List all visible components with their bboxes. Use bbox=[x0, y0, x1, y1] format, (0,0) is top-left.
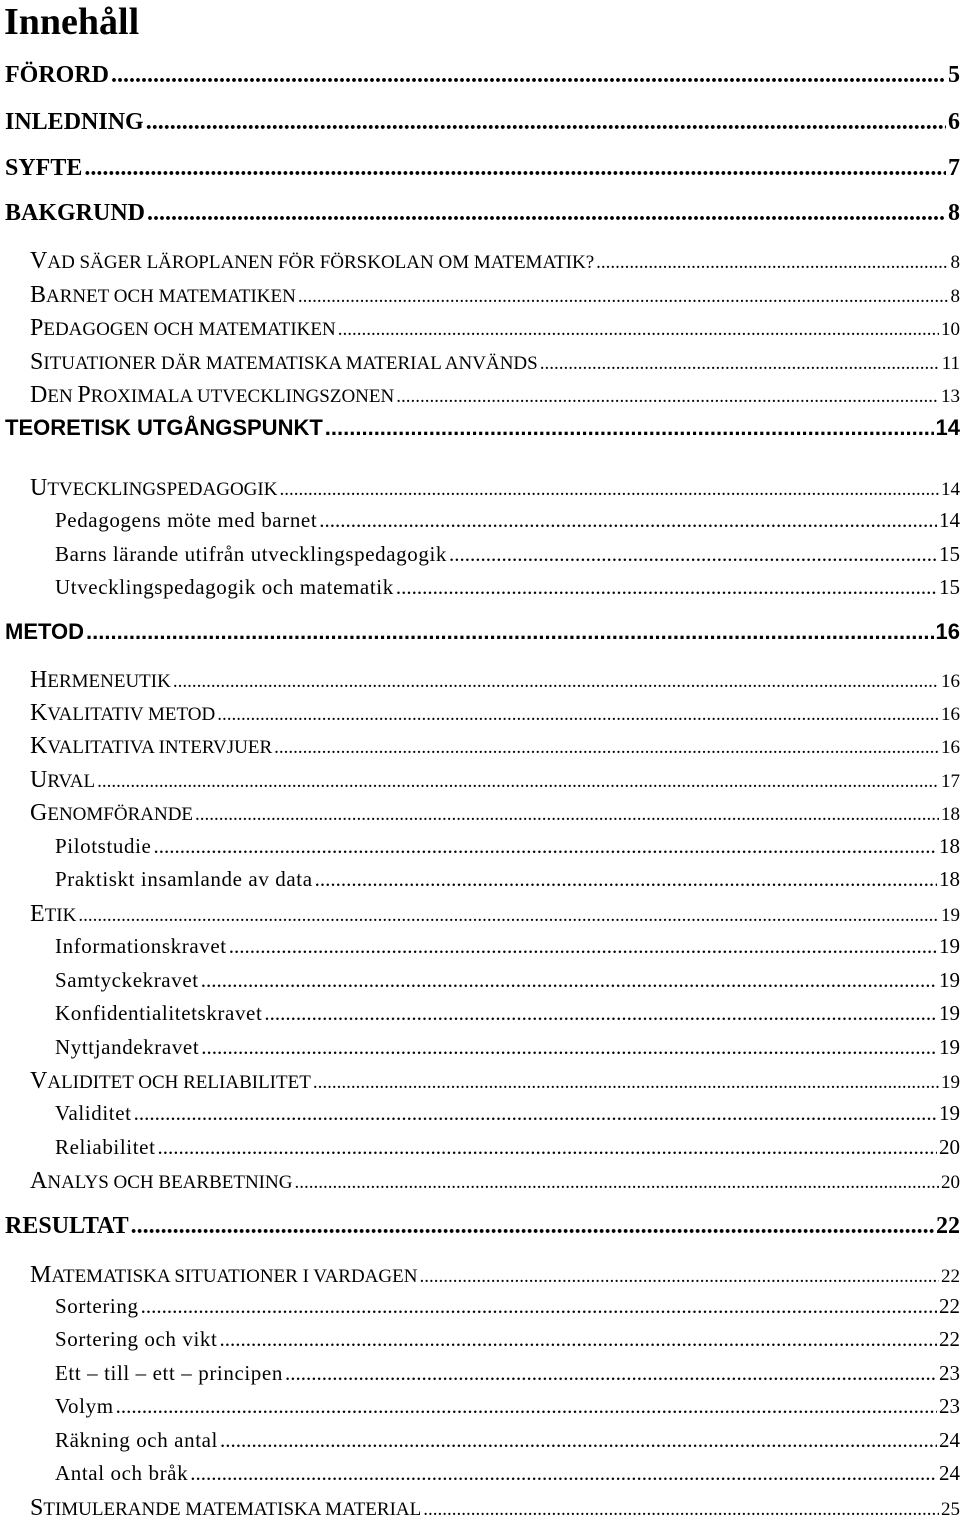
toc-entry-level-3[interactable] bbox=[55, 968, 960, 993]
toc-page-number: 19 bbox=[939, 968, 960, 992]
dot-leader bbox=[396, 386, 939, 408]
toc-entry-level-2[interactable] bbox=[30, 475, 960, 502]
dot-leader bbox=[131, 1213, 934, 1240]
toc-entry-rest: ALIDITET OCH RELIABILITET bbox=[47, 1072, 311, 1093]
toc-page-number: 16 bbox=[935, 619, 960, 644]
toc-page-number: 19 bbox=[941, 1072, 960, 1093]
toc-entry-label: Reliabilitet bbox=[55, 1135, 156, 1159]
toc-entry-level-3[interactable] bbox=[55, 508, 960, 533]
toc-entry-label: METOD bbox=[5, 619, 85, 644]
toc-entry-level-3[interactable] bbox=[55, 834, 960, 859]
dot-leader bbox=[158, 1135, 937, 1160]
toc-page-number: 8 bbox=[950, 252, 960, 273]
toc-entry-initial: M bbox=[30, 1262, 52, 1288]
dot-leader bbox=[423, 1499, 939, 1521]
toc-page-number: 23 bbox=[939, 1394, 960, 1418]
toc-entry-level-3[interactable] bbox=[55, 575, 960, 600]
toc-page-number: 14 bbox=[941, 479, 960, 500]
toc-entry-level-1[interactable] bbox=[5, 415, 960, 441]
toc-entry-rest: ENOMFÖRANDE bbox=[47, 804, 194, 825]
toc-entry-level-2[interactable] bbox=[30, 767, 960, 794]
toc-entry-rest: ROXIMALA UTVECKLINGSZONEN bbox=[90, 386, 395, 407]
toc-entry-initial: D bbox=[30, 382, 48, 408]
dot-leader bbox=[201, 968, 937, 993]
dot-leader bbox=[540, 353, 940, 375]
toc-entry-label: Utvecklingspedagogik och matematik bbox=[55, 575, 394, 599]
dot-leader bbox=[201, 1035, 937, 1060]
dot-leader bbox=[146, 109, 946, 136]
toc-entry-initial: U bbox=[30, 767, 48, 793]
toc-entry-level-2[interactable] bbox=[30, 1495, 960, 1522]
toc-entry-level-1[interactable] bbox=[5, 200, 960, 227]
toc-page-number: 22 bbox=[939, 1294, 960, 1318]
toc-page-number: 23 bbox=[939, 1361, 960, 1385]
toc-entry-level-2[interactable] bbox=[30, 282, 960, 309]
toc-page-number: 14 bbox=[935, 415, 960, 440]
toc-entry-label: RESULTAT bbox=[5, 1213, 129, 1239]
dot-leader bbox=[86, 619, 933, 645]
dot-leader bbox=[153, 834, 937, 859]
toc-page-number: 22 bbox=[939, 1327, 960, 1351]
toc-entry-rest: VALITATIV METOD bbox=[47, 704, 216, 725]
toc-entry-initial: V bbox=[30, 1068, 48, 1094]
dot-leader bbox=[111, 62, 946, 89]
toc-entry-level-2[interactable] bbox=[30, 700, 960, 727]
dot-leader bbox=[97, 771, 939, 793]
toc-page-number: 18 bbox=[939, 834, 960, 858]
toc-entry-label: Barns lärande utifrån utvecklingspedagogik bbox=[55, 542, 448, 566]
toc-entry-level-1[interactable] bbox=[5, 1213, 960, 1240]
toc-entry-label: Räkning och antal bbox=[55, 1428, 218, 1452]
toc-page-number: 19 bbox=[939, 1001, 960, 1025]
dot-leader bbox=[141, 1294, 937, 1319]
toc-entry-label bbox=[30, 475, 277, 502]
toc-page-number: 24 bbox=[939, 1461, 960, 1485]
toc-entry-rest: ITUATIONER DÄR MATEMATISKA MATERIAL ANVÄNDS bbox=[43, 353, 538, 374]
toc-page-number: 22 bbox=[941, 1266, 960, 1287]
toc-entry-initial: V bbox=[30, 248, 48, 274]
dot-leader bbox=[217, 704, 939, 726]
toc-entry-label bbox=[30, 767, 95, 794]
dot-leader bbox=[116, 1394, 937, 1419]
toc-entry-level-3[interactable] bbox=[55, 1327, 960, 1352]
toc-entry-initial: P bbox=[30, 315, 44, 341]
toc-entry-level-3[interactable] bbox=[55, 1035, 960, 1060]
toc-page-number: 13 bbox=[941, 386, 960, 407]
toc-page-number: 8 bbox=[950, 286, 960, 307]
toc-entry-label bbox=[30, 800, 193, 827]
toc-entry-rest: NALYS OCH BEARBETNING bbox=[47, 1172, 293, 1193]
dot-leader bbox=[173, 671, 939, 693]
toc-entry-level-3[interactable] bbox=[55, 1101, 960, 1126]
dot-leader bbox=[298, 286, 949, 308]
dot-leader bbox=[134, 1101, 937, 1126]
toc-entry-level-2[interactable] bbox=[30, 1068, 960, 1095]
toc-entry-level-2[interactable] bbox=[30, 1262, 960, 1289]
toc-entry-level-1[interactable] bbox=[5, 155, 960, 182]
toc-entry-rest: AD SÄGER LÄROPLANEN FÖR FÖRSKOLAN OM MATEMATIK? bbox=[47, 252, 595, 273]
toc-entry-label: Ett – till – ett – principen bbox=[55, 1361, 283, 1385]
toc-entry-rest: TIMULERANDE MATEMATISKA MATERIAL bbox=[43, 1499, 422, 1520]
dot-leader bbox=[84, 155, 946, 182]
toc-page-number: 17 bbox=[941, 771, 960, 792]
toc-entry-level-2[interactable] bbox=[30, 1168, 960, 1195]
toc-entry-label bbox=[30, 282, 296, 309]
dot-leader bbox=[294, 1172, 939, 1194]
dot-leader bbox=[338, 319, 939, 341]
toc-page-number: 19 bbox=[939, 934, 960, 958]
toc-page-number: 18 bbox=[941, 804, 960, 825]
dot-leader bbox=[264, 1001, 937, 1026]
toc-entry-rest: ARNET OCH MATEMATIKEN bbox=[46, 286, 296, 307]
toc-page-number: 20 bbox=[941, 1172, 960, 1193]
toc-entry-rest: EDAGOGEN OCH MATEMATIKEN bbox=[43, 319, 336, 340]
toc-entry-label: BAKGRUND bbox=[5, 200, 146, 226]
toc-entry-label bbox=[30, 382, 394, 409]
dot-leader bbox=[396, 575, 937, 600]
toc-entry-rest: EN bbox=[47, 386, 78, 407]
toc-page-number: 14 bbox=[939, 508, 960, 532]
dot-leader bbox=[325, 415, 934, 441]
toc-entry-label: Antal och bråk bbox=[55, 1461, 189, 1485]
toc-page-number: 25 bbox=[941, 1499, 960, 1520]
toc-entry-level-3[interactable] bbox=[55, 542, 960, 567]
dot-leader bbox=[319, 508, 937, 533]
toc-entry-label: Pedagogens möte med barnet bbox=[55, 508, 318, 532]
toc-entry-level-1[interactable] bbox=[5, 619, 960, 645]
toc-page-number: 19 bbox=[939, 1101, 960, 1125]
toc-entry-level-2[interactable] bbox=[30, 800, 960, 827]
toc-entry-label bbox=[30, 349, 538, 376]
toc-entry-label: Nyttjandekravet bbox=[55, 1035, 200, 1059]
toc-entry-label: Pilotstudie bbox=[55, 834, 152, 858]
toc-entry-rest: TIK bbox=[44, 905, 77, 926]
toc-page-number: 5 bbox=[948, 62, 960, 88]
toc-entry-level-3[interactable] bbox=[55, 867, 960, 892]
dot-leader bbox=[78, 905, 939, 927]
toc-page-number: 18 bbox=[939, 867, 960, 891]
toc-entry-level-3[interactable] bbox=[55, 1294, 960, 1319]
toc-entry-initial: U bbox=[30, 475, 48, 501]
toc-page-number: 10 bbox=[941, 319, 960, 340]
toc-entry-initial: A bbox=[30, 1168, 48, 1194]
toc-entry-label: TEORETISK UTGÅNGSPUNKT bbox=[5, 415, 323, 440]
toc-entry-level-1[interactable] bbox=[5, 109, 960, 136]
toc-entry-label bbox=[30, 1262, 417, 1289]
toc-entry-level-2[interactable] bbox=[30, 382, 960, 409]
toc-entry-rest: TVECKLINGSPEDAGOGIK bbox=[47, 479, 278, 500]
dot-leader bbox=[419, 1266, 939, 1288]
toc-entry-label: Validitet bbox=[55, 1101, 132, 1125]
toc-entry-rest: ATEMATISKA SITUATIONER I VARDAGEN bbox=[51, 1266, 418, 1287]
toc-entry-label bbox=[30, 1068, 311, 1095]
toc-page-number: 20 bbox=[939, 1135, 960, 1159]
toc-entry-rest: ERMENEUTIK bbox=[47, 671, 171, 692]
toc-page-number: 22 bbox=[936, 1213, 960, 1239]
dot-leader bbox=[220, 1428, 937, 1453]
toc-entry-label bbox=[30, 667, 171, 694]
toc-entry-label: SYFTE bbox=[5, 155, 83, 181]
toc-page-number: 19 bbox=[939, 1035, 960, 1059]
toc-entry-label bbox=[30, 1495, 421, 1522]
toc-page-number: 6 bbox=[948, 109, 960, 135]
toc-entry-label bbox=[30, 901, 76, 928]
toc-entry-label: Praktiskt insamlande av data bbox=[55, 867, 313, 891]
toc-entry-label: FÖRORD bbox=[5, 62, 109, 88]
dot-leader bbox=[315, 867, 937, 892]
toc-page-number: 19 bbox=[941, 905, 960, 926]
dot-leader bbox=[274, 737, 939, 759]
toc-entry-label: Sortering och vikt bbox=[55, 1327, 218, 1351]
dot-leader bbox=[279, 479, 939, 501]
toc-entry-level-2[interactable] bbox=[30, 901, 960, 928]
toc-entry-level-3[interactable] bbox=[55, 1461, 960, 1486]
toc-entry-level-2[interactable] bbox=[30, 349, 960, 376]
toc-entry-label bbox=[30, 248, 594, 275]
toc-entry-level-2[interactable] bbox=[30, 667, 960, 694]
toc-entry-initial: K bbox=[30, 733, 48, 759]
toc-entry-level-2[interactable] bbox=[30, 248, 960, 275]
toc-page-number: 16 bbox=[941, 737, 960, 758]
dot-leader bbox=[229, 934, 937, 959]
toc-page-number: 15 bbox=[939, 575, 960, 599]
toc-entry-label: INLEDNING bbox=[5, 109, 144, 135]
dot-leader bbox=[596, 252, 948, 274]
toc-entry-label bbox=[30, 1168, 292, 1195]
toc-entry-level-3[interactable] bbox=[55, 1135, 960, 1160]
toc-entry-rest: RVAL bbox=[47, 771, 96, 792]
toc-entry-initial: P bbox=[77, 382, 91, 408]
toc-entry-label: Sortering bbox=[55, 1294, 139, 1318]
dot-leader bbox=[285, 1361, 937, 1386]
toc-page-number: 24 bbox=[939, 1428, 960, 1452]
toc-entry-initial: H bbox=[30, 667, 48, 693]
toc-entry-initial: E bbox=[30, 901, 45, 927]
dot-leader bbox=[147, 200, 946, 227]
toc-page-number: 8 bbox=[948, 200, 960, 226]
toc-entry-level-3[interactable] bbox=[55, 1001, 960, 1026]
toc-entry-rest: VALITATIVA INTERVJUER bbox=[47, 737, 273, 758]
page-title: Innehåll bbox=[4, 1, 140, 43]
toc-entry-label bbox=[30, 700, 215, 727]
toc-page-number: 16 bbox=[941, 704, 960, 725]
toc-page-number: 11 bbox=[941, 353, 960, 374]
dot-leader bbox=[195, 804, 939, 826]
toc-entry-initial: B bbox=[30, 282, 47, 308]
toc-page-number: 7 bbox=[948, 155, 960, 181]
toc-entry-level-3[interactable] bbox=[55, 934, 960, 959]
dot-leader bbox=[313, 1072, 939, 1094]
toc-entry-level-1[interactable] bbox=[5, 62, 960, 89]
toc-entry-label: Samtyckekravet bbox=[55, 968, 199, 992]
toc-entry-label: Volym bbox=[55, 1394, 114, 1418]
toc-entry-label: Konfidentialitetskravet bbox=[55, 1001, 263, 1025]
toc-entry-initial: G bbox=[30, 800, 48, 826]
toc-entry-label: Informationskravet bbox=[55, 934, 227, 958]
toc-entry-level-3[interactable] bbox=[55, 1428, 960, 1453]
toc-entry-level-2[interactable] bbox=[30, 315, 960, 342]
toc-entry-initial: K bbox=[30, 700, 48, 726]
dot-leader bbox=[449, 542, 937, 567]
toc-page-number: 15 bbox=[939, 542, 960, 566]
toc-entry-level-3[interactable] bbox=[55, 1361, 960, 1386]
toc-entry-level-3[interactable] bbox=[55, 1394, 960, 1419]
toc-entry-level-2[interactable] bbox=[30, 733, 960, 760]
toc-entry-initial: S bbox=[30, 349, 44, 375]
toc-entry-initial: S bbox=[30, 1495, 44, 1521]
toc-page-number: 16 bbox=[941, 671, 960, 692]
dot-leader bbox=[190, 1461, 937, 1486]
toc-entry-label bbox=[30, 315, 336, 342]
toc-entry-label bbox=[30, 733, 272, 760]
dot-leader bbox=[219, 1327, 937, 1352]
